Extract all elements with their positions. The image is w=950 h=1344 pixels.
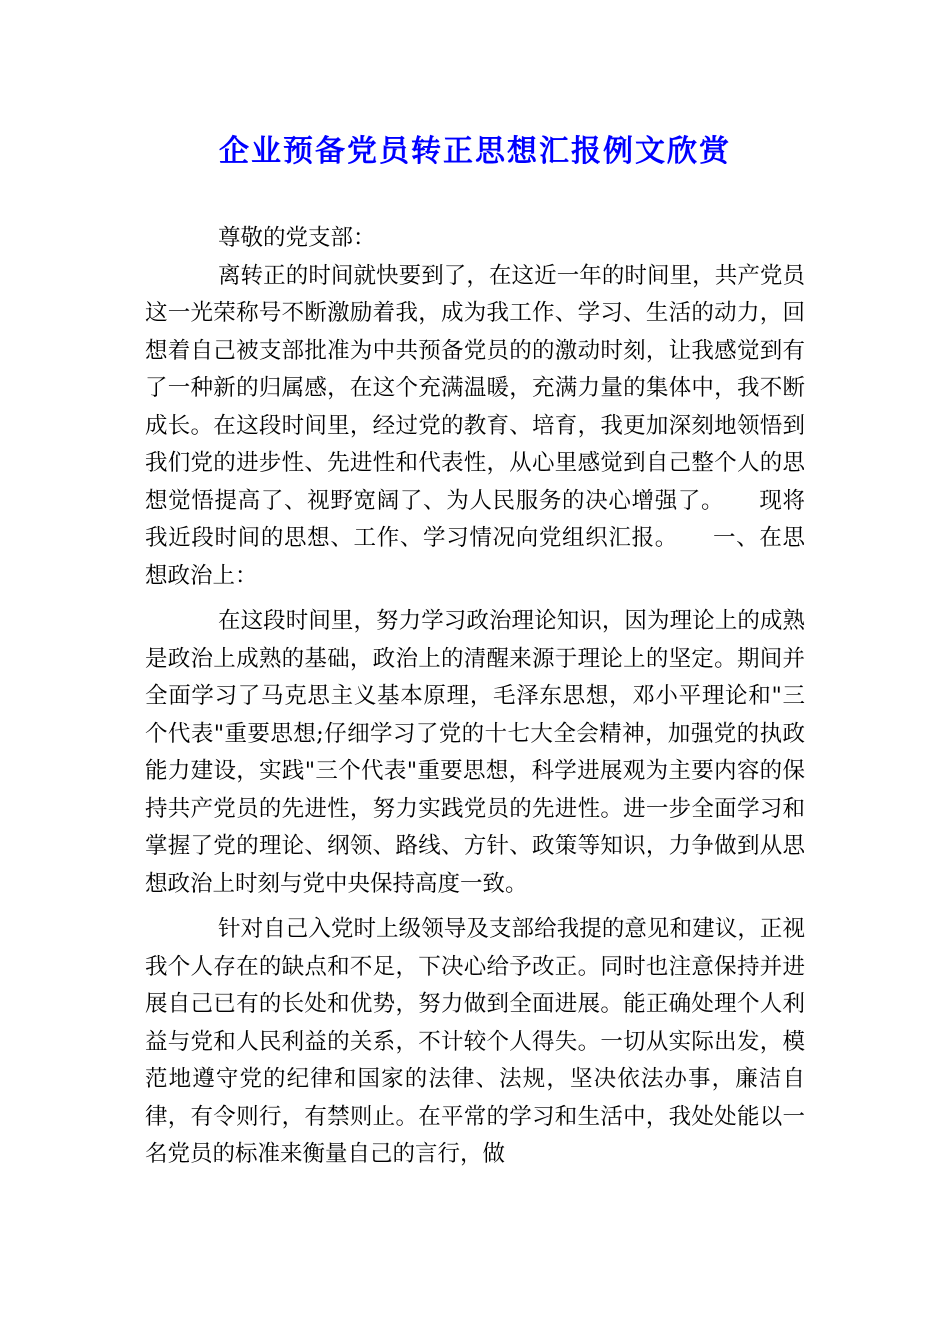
document-title: 企业预备党员转正思想汇报例文欣赏 (219, 134, 731, 169)
body-paragraph: 在这段时间里，努力学习政治理论知识，因为理论上的成熟是政治上成熟的基础，政治上的清醒来源于理论上的坚定。期间并全面学习了马克思主义基本原理，毛泽东思想，邓小平理论和"三个代表"重要思想;仔细学习了党的十七大全会精神，加强党的执政能力建设，实践"三个代表"重要思想，科学进展观为主要内容的保持共产党员的先进性，努力实践党员的先进性。进一步全面学习和掌握了党的理论、纲领、路线、方针、政策等知识，力争做到从思想政治上时刻与党中央保持高度一致。 (145, 608, 805, 897)
body-paragraph: 针对自己入党时上级领导及支部给我提的意见和建议，正视我个人存在的缺点和不足，下决心给予改正。同时也注意保持并进展自己已有的长处和优势，努力做到全面进展。能正确处理个人利益与党和人民利益的关系，不计较个人得失。一切从实际出发，模范地遵守党的纪律和国家的法律、法规，坚决依法办事，廉洁自律，有令则行，有禁则止。在平常的学习和生活中，我处处能以一名党员的标准来衡量自己的言行，做 (145, 916, 805, 1167)
document-body (145, 220, 805, 1174)
body-paragraph: 离转正的时间就快要到了，在这近一年的时间里，共产党员这一光荣称号不断激励着我，成为我工作、学习、生活的动力，回想着自己被支部批准为中共预备党员的的激动时刻，让我感觉到有了一种新的归属感，在这个充满温暖，充满力量的集体中，我不断成长。在这段时间里，经过党的教育、培育，我更加深刻地领悟到我们党的进步性、先进性和代表性，从心里感觉到自己整个人的思想觉悟提高了、视野宽阔了、为人民服务的决心增强了。 现将我近段时间的思想、工作、学习情况向党组织汇报。 一、在思想政治上： (145, 262, 805, 589)
salutation-paragraph: 尊敬的党支部： (218, 225, 376, 251)
